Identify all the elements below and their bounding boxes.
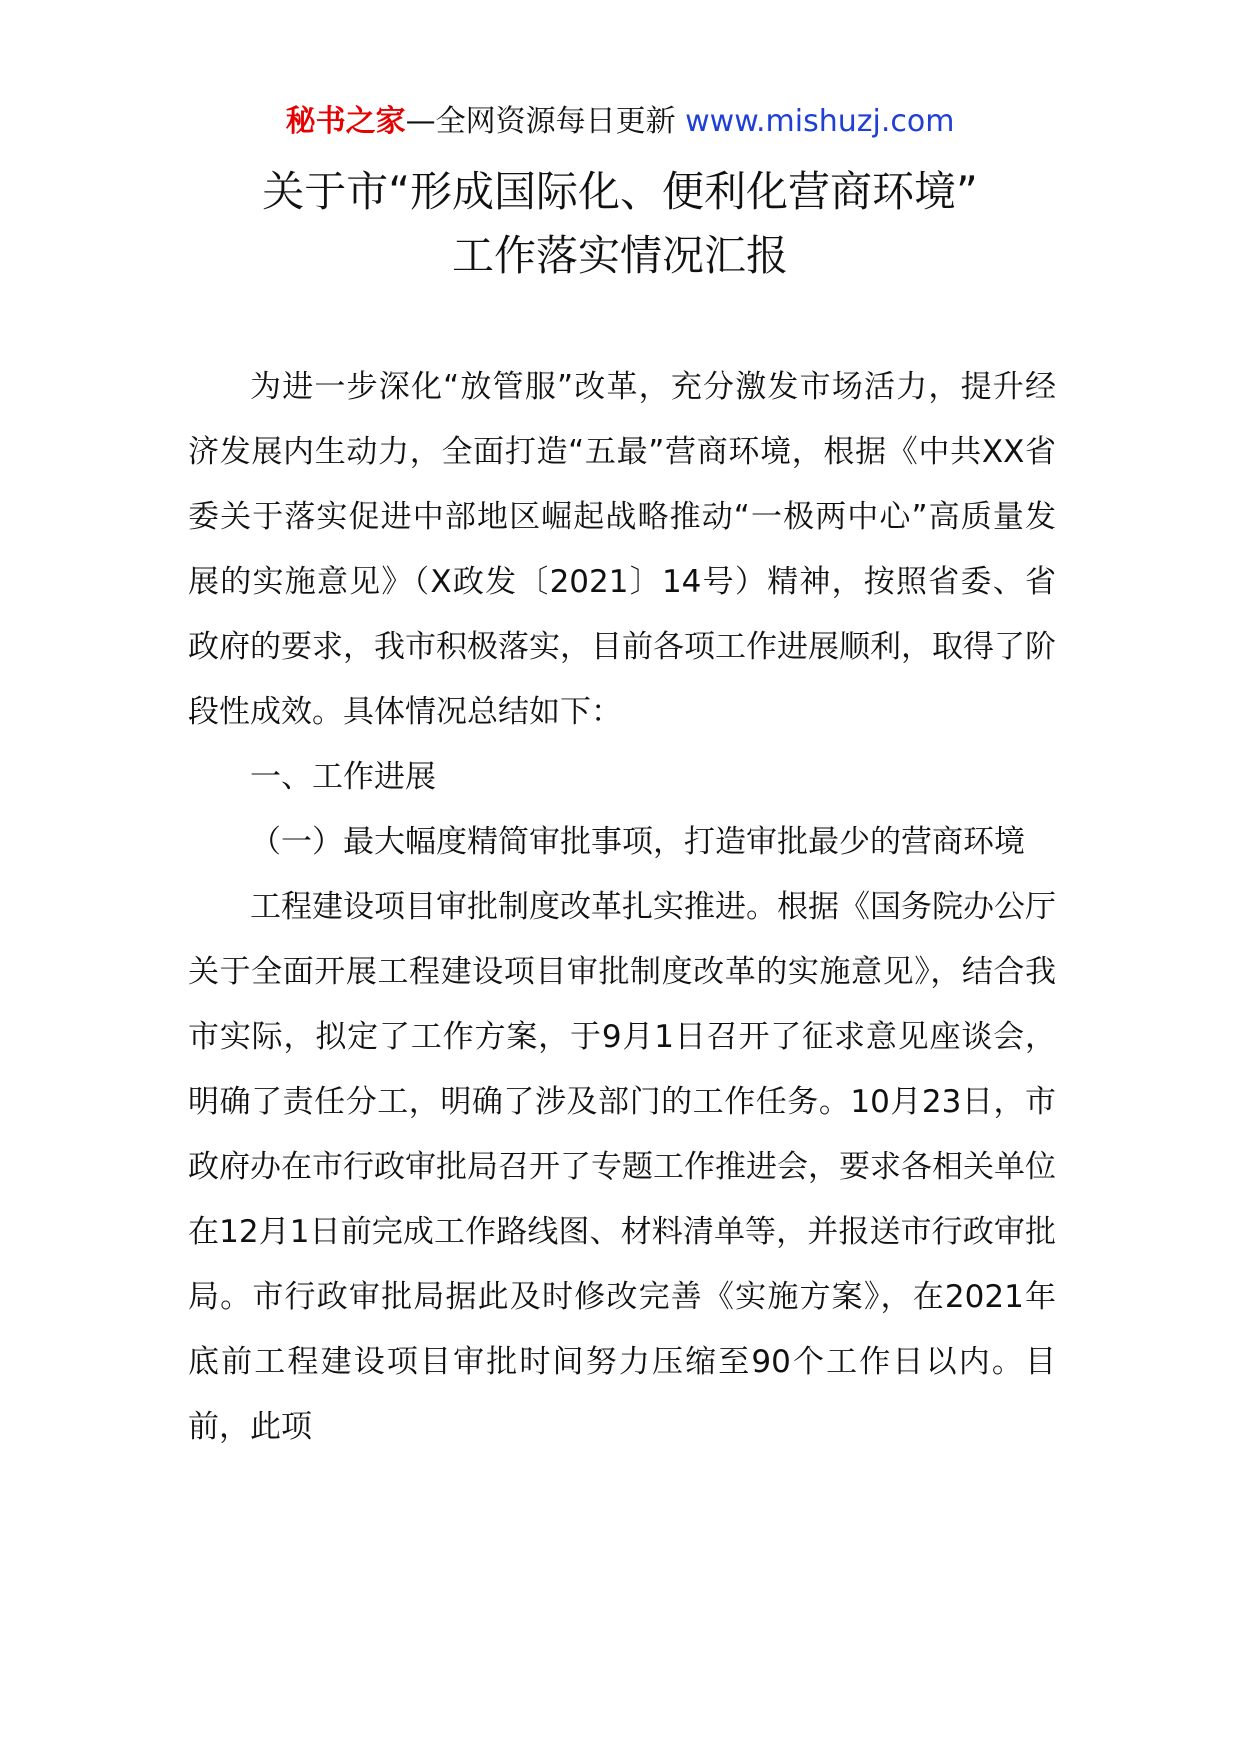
section-heading: 一、工作进展 bbox=[250, 759, 436, 795]
title-line-2: 工作落实情况汇报 bbox=[451, 231, 788, 280]
title-line-1: 关于市“形成国际化、便利化营商环境” bbox=[262, 167, 978, 216]
website-url[interactable]: www.mishuzj.com bbox=[685, 104, 955, 139]
document-title bbox=[0, 160, 1240, 288]
brand-name: 秘书之家 bbox=[285, 104, 406, 139]
banner-slogan: —全网资源每日更新 bbox=[405, 104, 676, 139]
intro-paragraph: 为进一步深化“放管服”改革，充分激发市场活力，提升经济发展内生动力，全面打造“五最”营商环境，根据《中共XX省委关于落实促进中部地区崛起战略推动“一极两中心”高质量发展的实施意见》（X政发〔2021〕14号）精神，按照省委、省政府的要求，我市积极落实，目前各项工作进展顺利，取得了阶段性成效。具体情况总结如下： bbox=[188, 369, 1056, 730]
document-body bbox=[188, 355, 1056, 1460]
body-paragraph: 工程建设项目审批制度改革扎实推进。根据《国务院办公厅关于全面开展工程建设项目审批制度改革的实施意见》，结合我市实际，拟定了工作方案，于9月1日召开了征求意见座谈会，明确了责任分工，明确了涉及部门的工作任务。10月23日，市政府办在市行政审批局召开了专题工作推进会，要求各相关单位在12月1日前完成工作路线图、材料清单等，并报送市行政审批局。市行政审批局据此及时修改完善《实施方案》，在2021年底前工程建设项目审批时间努力压缩至90个工作日以内。目前，此项 bbox=[188, 889, 1056, 1445]
site-banner bbox=[0, 102, 1240, 142]
subsection-heading: （一）最大幅度精简审批事项，打造审批最少的营商环境 bbox=[250, 824, 1025, 860]
